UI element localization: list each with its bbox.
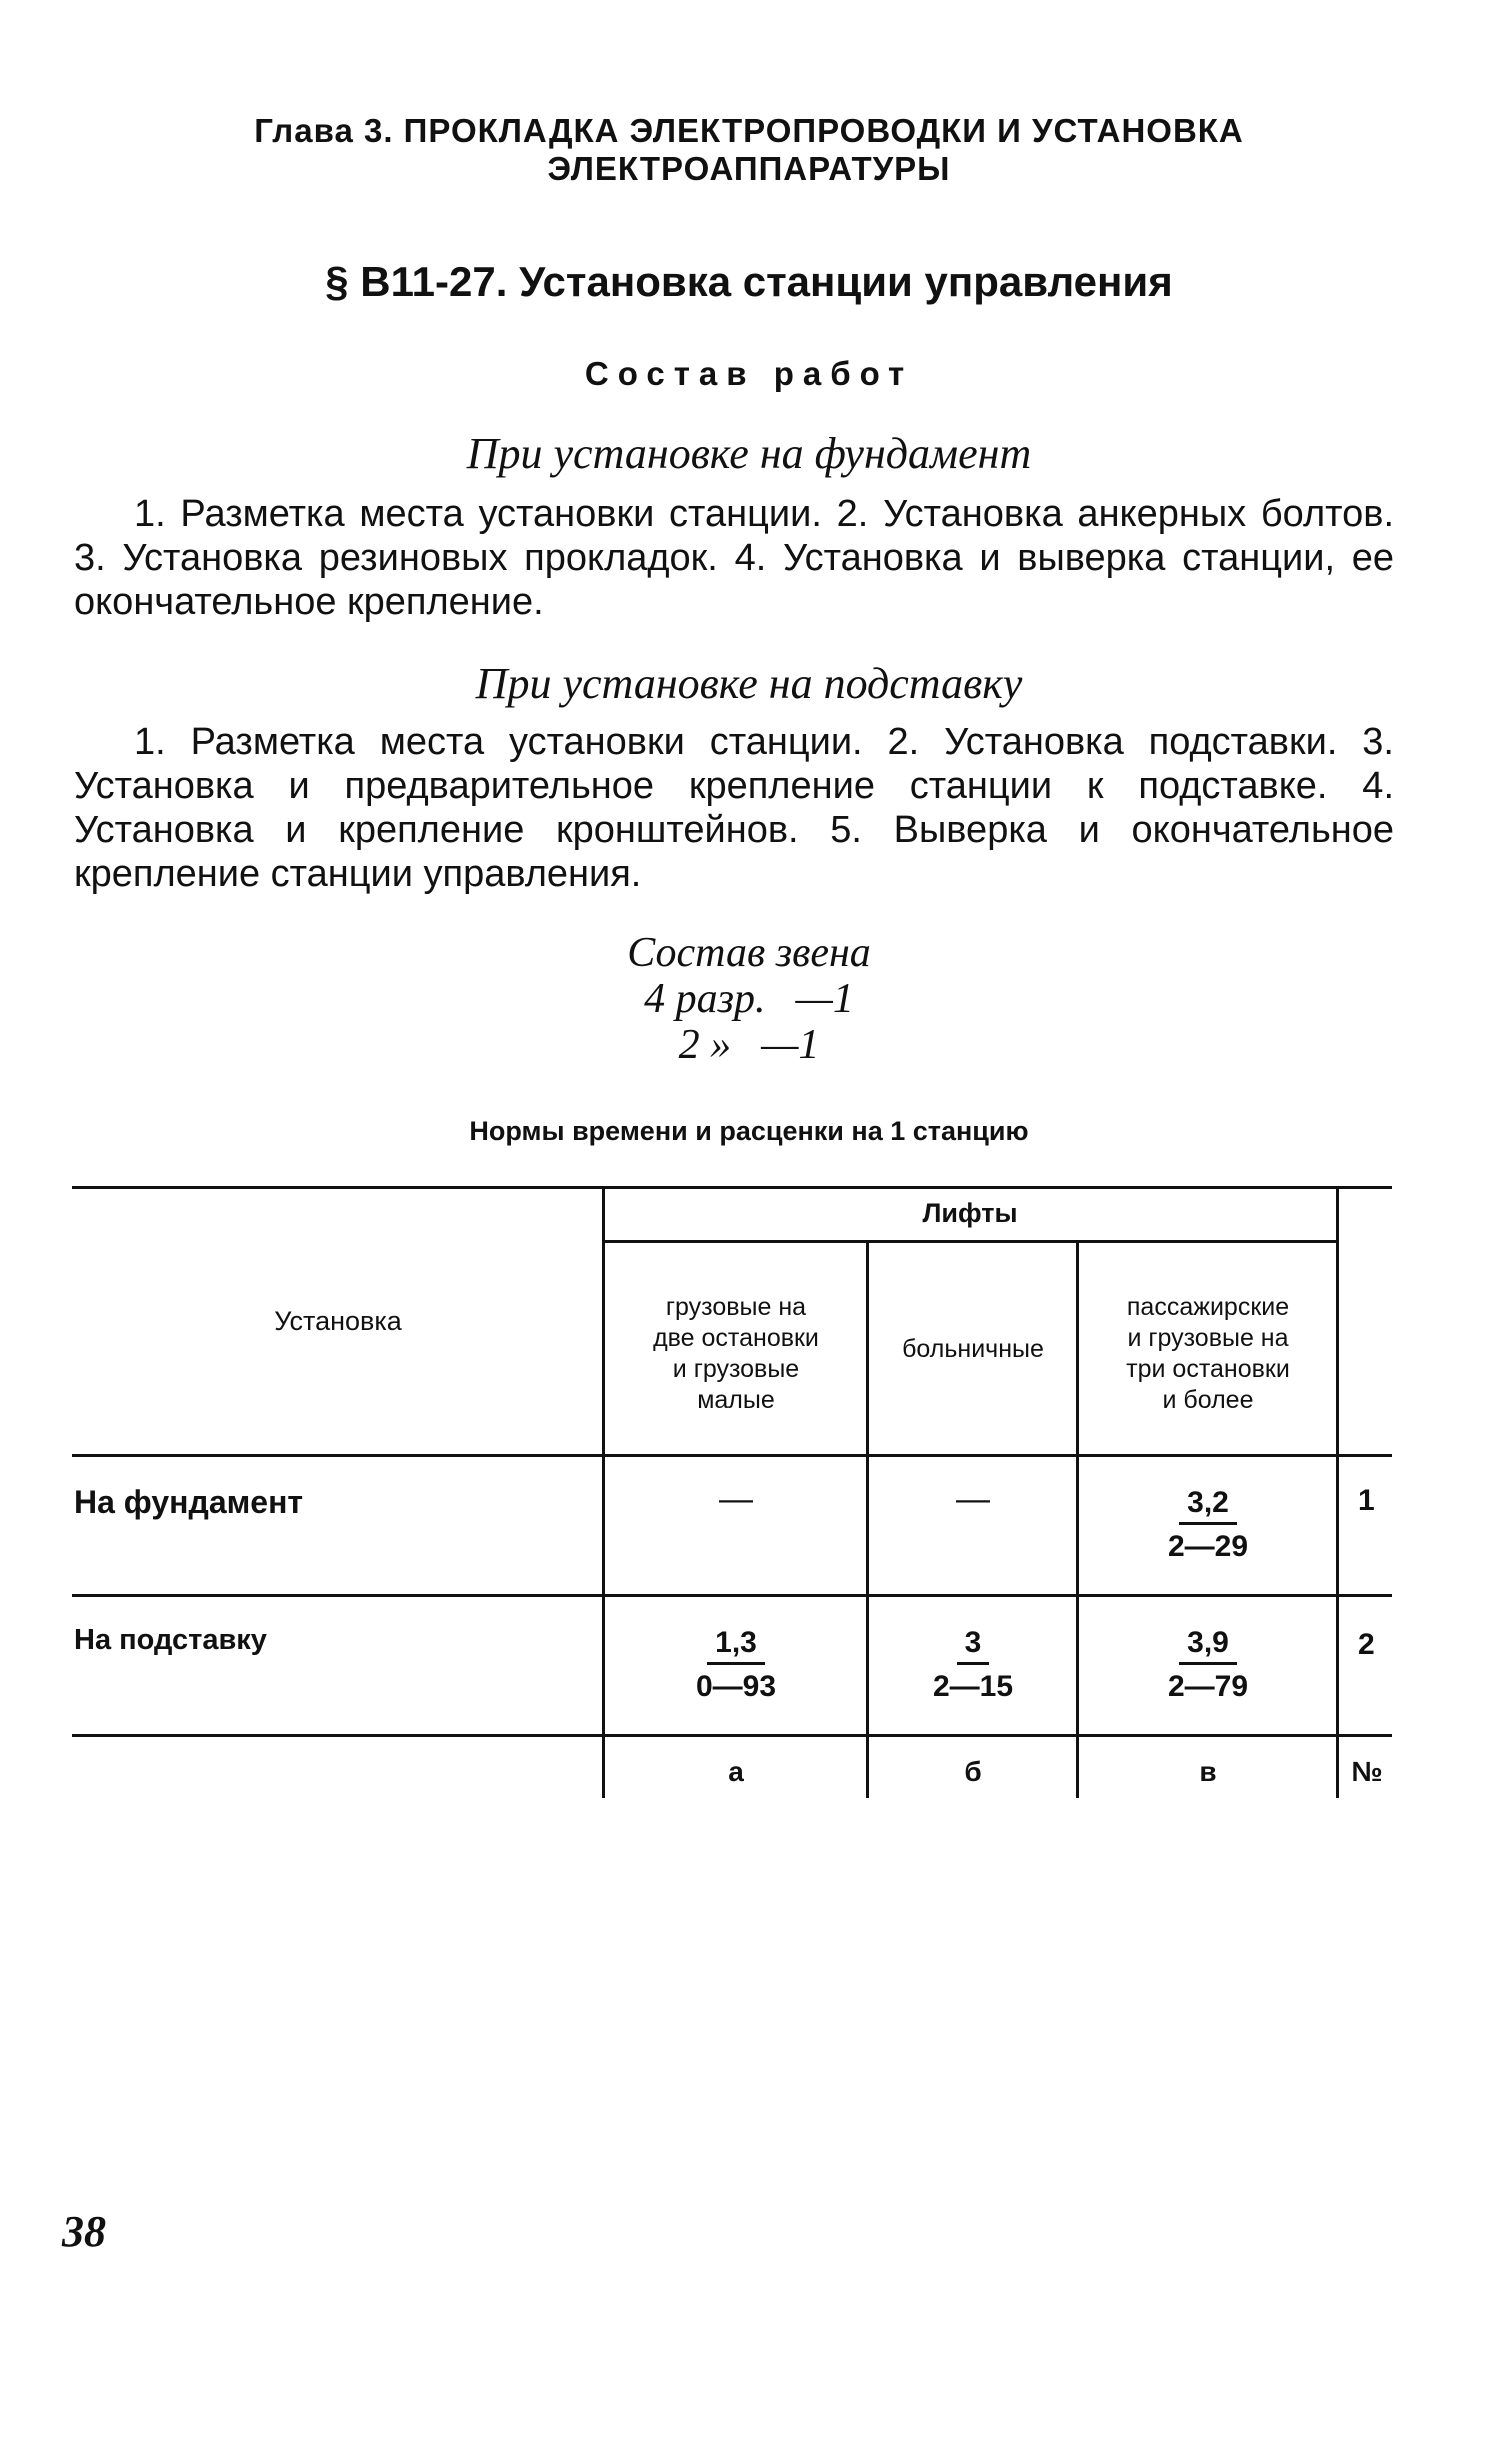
foundation-text: 1. Разметка места установки станции. 2. Установка анкерных болтов. 3. Установка резиновых прокладок. 4. Установка и выверка станции, ее окончательное крепление. bbox=[74, 493, 1394, 623]
row-2-col-b-time: 3 bbox=[957, 1624, 990, 1665]
row-1-number: 1 bbox=[1358, 1484, 1375, 1517]
header-col-a-line-3: и грузовые bbox=[672, 1355, 800, 1383]
header-lifts: Лифты bbox=[922, 1198, 1018, 1228]
row-2-col-c-time: 3,9 bbox=[1179, 1624, 1237, 1665]
header-col-b: больничные bbox=[902, 1335, 1044, 1363]
row-2-number: 2 bbox=[1358, 1628, 1375, 1661]
header-col-c-line-2: и грузовые на bbox=[1127, 1324, 1289, 1352]
header-col-a bbox=[606, 1292, 866, 1416]
lifts-group-rule bbox=[604, 1240, 1338, 1243]
header-col-c-line-1: пассажирские bbox=[1126, 1293, 1290, 1321]
section-title: § В11-27. Установка станции управления bbox=[325, 258, 1173, 305]
work-composition-header: Состав работ bbox=[584, 355, 914, 392]
row-2-col-c-rate: 2—79 bbox=[1167, 1670, 1249, 1703]
header-col-a-line-4: малые bbox=[697, 1386, 775, 1414]
page-number: 38 bbox=[62, 2207, 106, 2256]
row-1-bottom-rule bbox=[72, 1594, 1392, 1597]
row-1-col-b: — bbox=[956, 1480, 990, 1518]
header-col-a-line-1: грузовые на bbox=[665, 1293, 807, 1321]
table-top-rule bbox=[72, 1186, 1392, 1189]
foundation-heading: При установке на фундамент bbox=[466, 429, 1032, 478]
header-install: Установка bbox=[274, 1306, 402, 1336]
row-1-col-c-time: 3,2 bbox=[1179, 1484, 1237, 1525]
col-divider-b bbox=[1076, 1240, 1079, 1798]
team-row-1-count: —1 bbox=[795, 976, 854, 1022]
stand-heading: При установке на подставку bbox=[475, 659, 1023, 708]
footer-number: № bbox=[1351, 1756, 1383, 1787]
footer-col-b: б bbox=[964, 1756, 982, 1787]
row-1-label: На фундамент bbox=[74, 1484, 304, 1520]
row-2-bottom-rule bbox=[72, 1734, 1392, 1737]
row-1-col-c-rate: 2—29 bbox=[1167, 1530, 1249, 1563]
header-bottom-rule bbox=[72, 1454, 1392, 1457]
footer-col-a: а bbox=[728, 1756, 744, 1787]
header-col-c bbox=[1080, 1292, 1336, 1416]
team-row-1-grade: 4 разр. bbox=[644, 976, 766, 1022]
footer-col-c: в bbox=[1199, 1756, 1217, 1787]
header-col-c-line-4: и более bbox=[1162, 1386, 1254, 1414]
norms-title: Нормы времени и расценки на 1 станцию bbox=[469, 1116, 1029, 1146]
row-2-col-c bbox=[1080, 1624, 1336, 1709]
col-divider-c bbox=[1336, 1186, 1339, 1798]
col-divider-install bbox=[602, 1186, 605, 1798]
col-divider-a bbox=[866, 1240, 869, 1798]
team-row-2-count: —1 bbox=[761, 1022, 820, 1068]
chapter-heading-line-2: ЭЛЕКТРОАППАРАТУРЫ bbox=[547, 150, 951, 187]
row-2-col-b bbox=[870, 1624, 1076, 1709]
header-col-c-line-3: три остановки bbox=[1126, 1355, 1290, 1383]
stand-text: 1. Разметка места установки станции. 2. Установка подставки. 3. Установка и предварительное крепление станции к подставке. 4. Установка и крепление кронштейнов. 5. Выверка и окончательное крепление станции управления. bbox=[74, 721, 1394, 895]
chapter-heading-line-1: Глава 3. ПРОКЛАДКА ЭЛЕКТРОПРОВОДКИ И УСТАНОВКА bbox=[254, 112, 1244, 149]
row-1-col-a: — bbox=[719, 1480, 753, 1518]
row-2-col-a-time: 1,3 bbox=[707, 1624, 765, 1665]
row-1-col-c bbox=[1080, 1484, 1336, 1569]
row-2-col-b-rate: 2—15 bbox=[932, 1670, 1014, 1703]
header-col-a-line-2: две остановки bbox=[653, 1324, 819, 1352]
row-2-col-a-rate: 0—93 bbox=[695, 1670, 777, 1703]
team-row-2-grade: 2 » bbox=[678, 1022, 732, 1068]
team-title: Состав звена bbox=[627, 930, 871, 976]
row-2-label: На подставку bbox=[74, 1624, 267, 1656]
row-2-col-a bbox=[606, 1624, 866, 1709]
